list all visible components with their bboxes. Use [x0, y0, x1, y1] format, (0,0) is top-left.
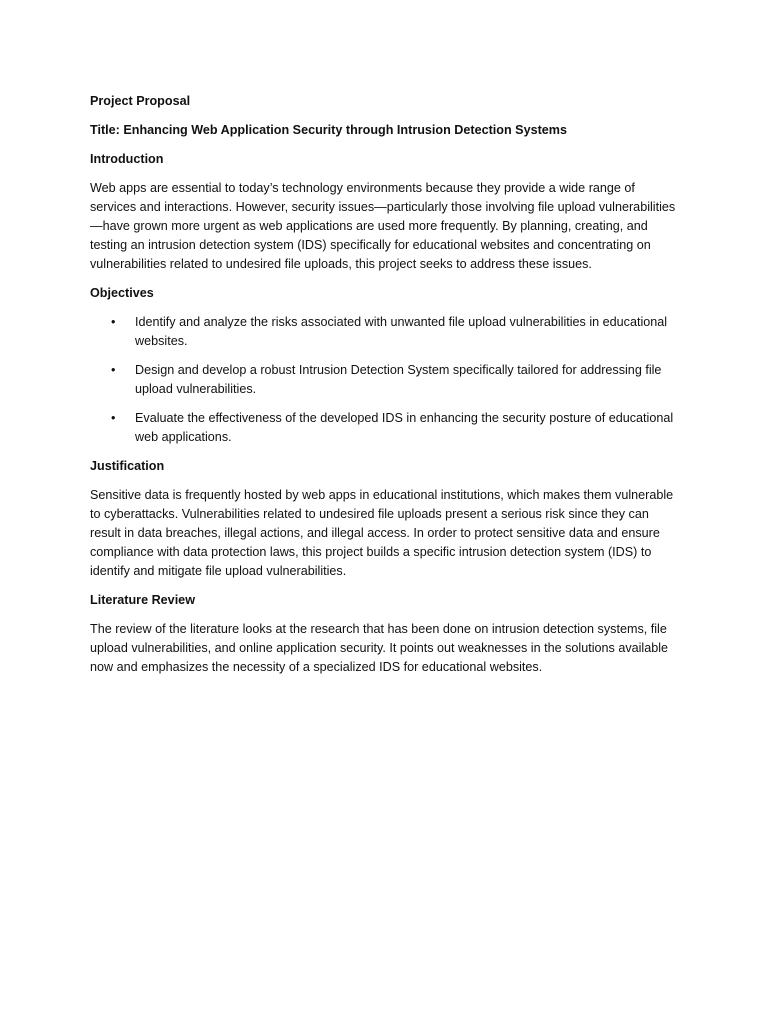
justification-paragraph: Sensitive data is frequently hosted by web apps in educational institutions, which makes them vulnerable to cyberattacks. Vulnerabilities related to undesired file uploads present a serious risk since they can result in data breaches, illegal actions, and illegal access. In order to protect sensitive data and ensure compliance with data protection laws, this project builds a specific intrusion detection system (IDS) to identify and mitigate file upload vulnerabilities. — [90, 488, 674, 578]
introduction-paragraph: Web apps are essential to today’s technology environments because they provide a wide range of services and interactions. However, security issues—particularly those involving file upload vulnerabilities—have grown more urgent as web applications are used more frequently. By planning, creating, and testing an intrusion detection system (IDS) specifically for educational websites and concentrating on vulnerabilities related to undesired file uploads, this project seeks to address these issues. — [90, 181, 676, 271]
objective-item — [90, 409, 680, 447]
bullet-icon: • — [111, 315, 116, 329]
document-title: Title: Enhancing Web Application Security through Intrusion Detection Systems — [90, 123, 567, 137]
bullet-icon: • — [111, 363, 116, 377]
bullet-icon: • — [111, 411, 116, 425]
literature-review-paragraph: The review of the literature looks at the research that has been done on intrusion detection systems, file upload vulnerabilities, and online application security. It points out weaknesses in the solutions available now and emphasizes the necessity of a specialized IDS for educational websites. — [90, 622, 669, 674]
introduction-heading: Introduction — [90, 152, 164, 166]
document-page — [90, 92, 680, 687]
objectives-heading: Objectives — [90, 286, 154, 300]
justification-heading: Justification — [90, 459, 165, 473]
objective-text: Identify and analyze the risks associated with unwanted file upload vulnerabilities in educational websites. — [135, 315, 668, 348]
objectives-list — [90, 313, 680, 447]
objective-item — [90, 361, 680, 399]
objective-item — [90, 313, 680, 351]
objective-text: Design and develop a robust Intrusion Detection System specifically tailored for addressing file upload vulnerabilities. — [135, 363, 662, 396]
literature-review-heading: Literature Review — [90, 593, 195, 607]
document-label: Project Proposal — [90, 94, 191, 108]
objective-text: Evaluate the effectiveness of the developed IDS in enhancing the security posture of educational web applications. — [135, 411, 674, 444]
